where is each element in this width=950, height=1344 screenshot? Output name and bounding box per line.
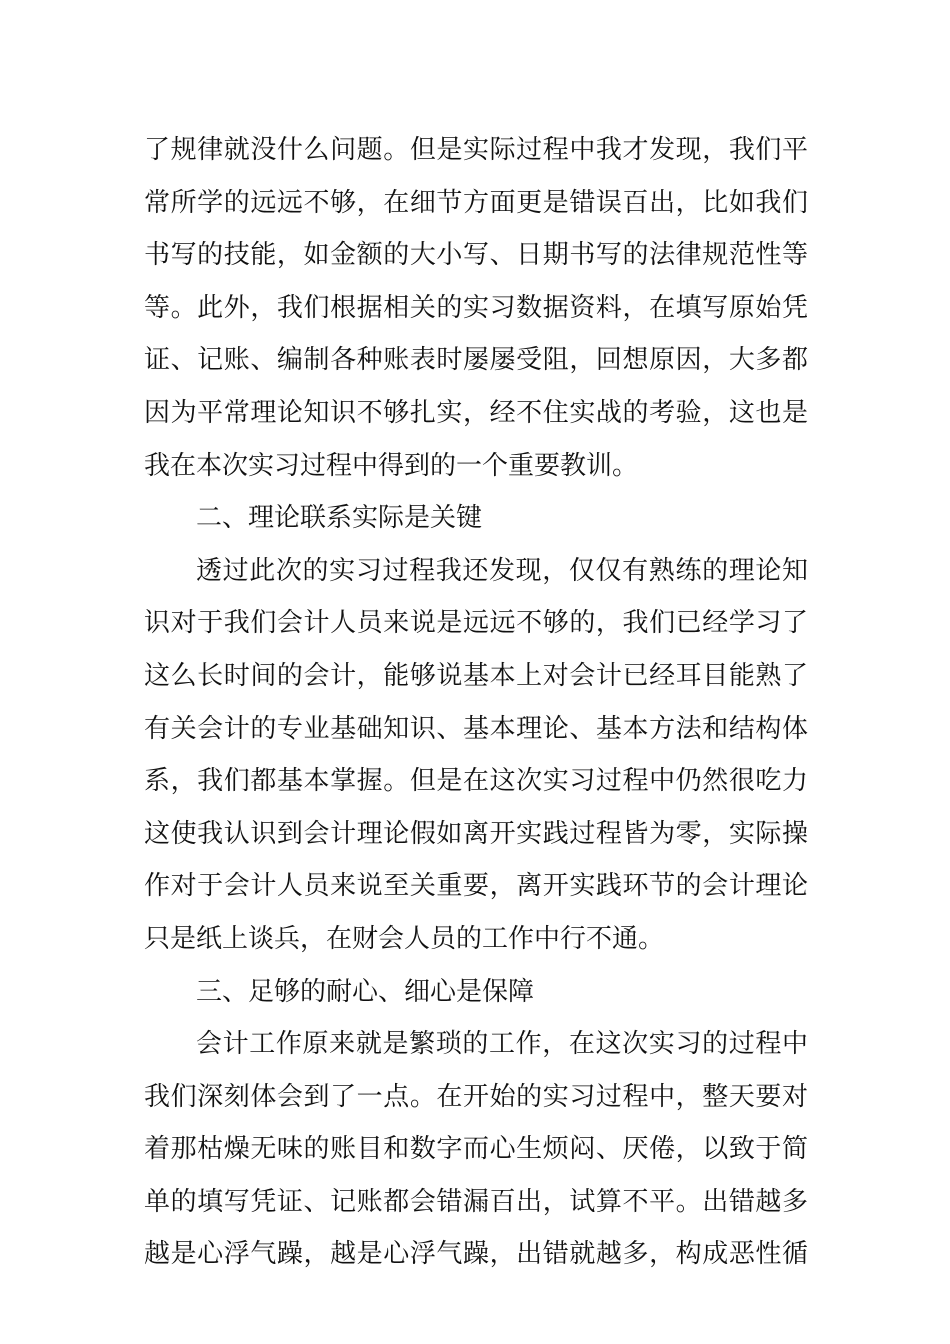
text-line: 透过此次的实习过程我还发现，仅仅有熟练的理论知 <box>196 555 808 586</box>
text-line: 系，我们都基本掌握。但是在这次实习过程中仍然很吃力 <box>144 766 808 797</box>
text-line: 这么长时间的会计，能够说基本上对会计已经耳目能熟了 <box>144 660 808 691</box>
text-line: 作对于会计人员来说至关重要，离开实践环节的会计理论 <box>144 871 808 902</box>
section-heading-2: 二、理论联系实际是关键 <box>196 503 483 534</box>
text-line: 我们深刻体会到了一点。在开始的实习过程中，整天要对 <box>144 1081 808 1112</box>
text-line: 书写的技能，如金额的大小写、日期书写的法律规范性等 <box>144 240 808 271</box>
section-heading-3: 三、足够的耐心、细心是保障 <box>196 976 535 1007</box>
document-body <box>144 124 808 1281</box>
text-line: 常所学的远远不够，在细节方面更是错误百出，比如我们 <box>144 187 808 218</box>
text-line: 着那枯燥无味的账目和数字而心生烦闷、厌倦，以致于简 <box>144 1134 808 1165</box>
text-line: 我在本次实习过程中得到的一个重要教训。 <box>144 450 639 481</box>
paragraph-3 <box>144 1018 808 1281</box>
text-line: 有关会计的专业基础知识、基本理论、基本方法和结构体 <box>144 713 808 744</box>
text-line: 只是纸上谈兵，在财会人员的工作中行不通。 <box>144 923 665 954</box>
paragraph-1 <box>144 124 808 492</box>
text-line: 单的填写凭证、记账都会错漏百出，试算不平。出错越多 <box>144 1186 808 1217</box>
text-line: 了规律就没什么问题。但是实际过程中我才发现，我们平 <box>144 135 808 165</box>
text-line: 会计工作原来就是繁琐的工作，在这次实习的过程中 <box>196 1029 808 1060</box>
text-line: 证、记账、编制各种账表时屡屡受阻，回想原因，大多都 <box>144 345 808 376</box>
paragraph-2 <box>144 545 808 966</box>
text-line: 越是心浮气躁，越是心浮气躁，出错就越多，构成恶性循 <box>144 1239 808 1270</box>
text-line: 等。此外，我们根据相关的实习数据资料，在填写原始凭 <box>144 292 808 323</box>
text-line: 因为平常理论知识不够扎实，经不住实战的考验，这也是 <box>144 397 808 428</box>
text-line: 这使我认识到会计理论假如离开实践过程皆为零，实际操 <box>144 818 808 849</box>
text-line: 识对于我们会计人员来说是远远不够的，我们已经学习了 <box>144 608 808 639</box>
